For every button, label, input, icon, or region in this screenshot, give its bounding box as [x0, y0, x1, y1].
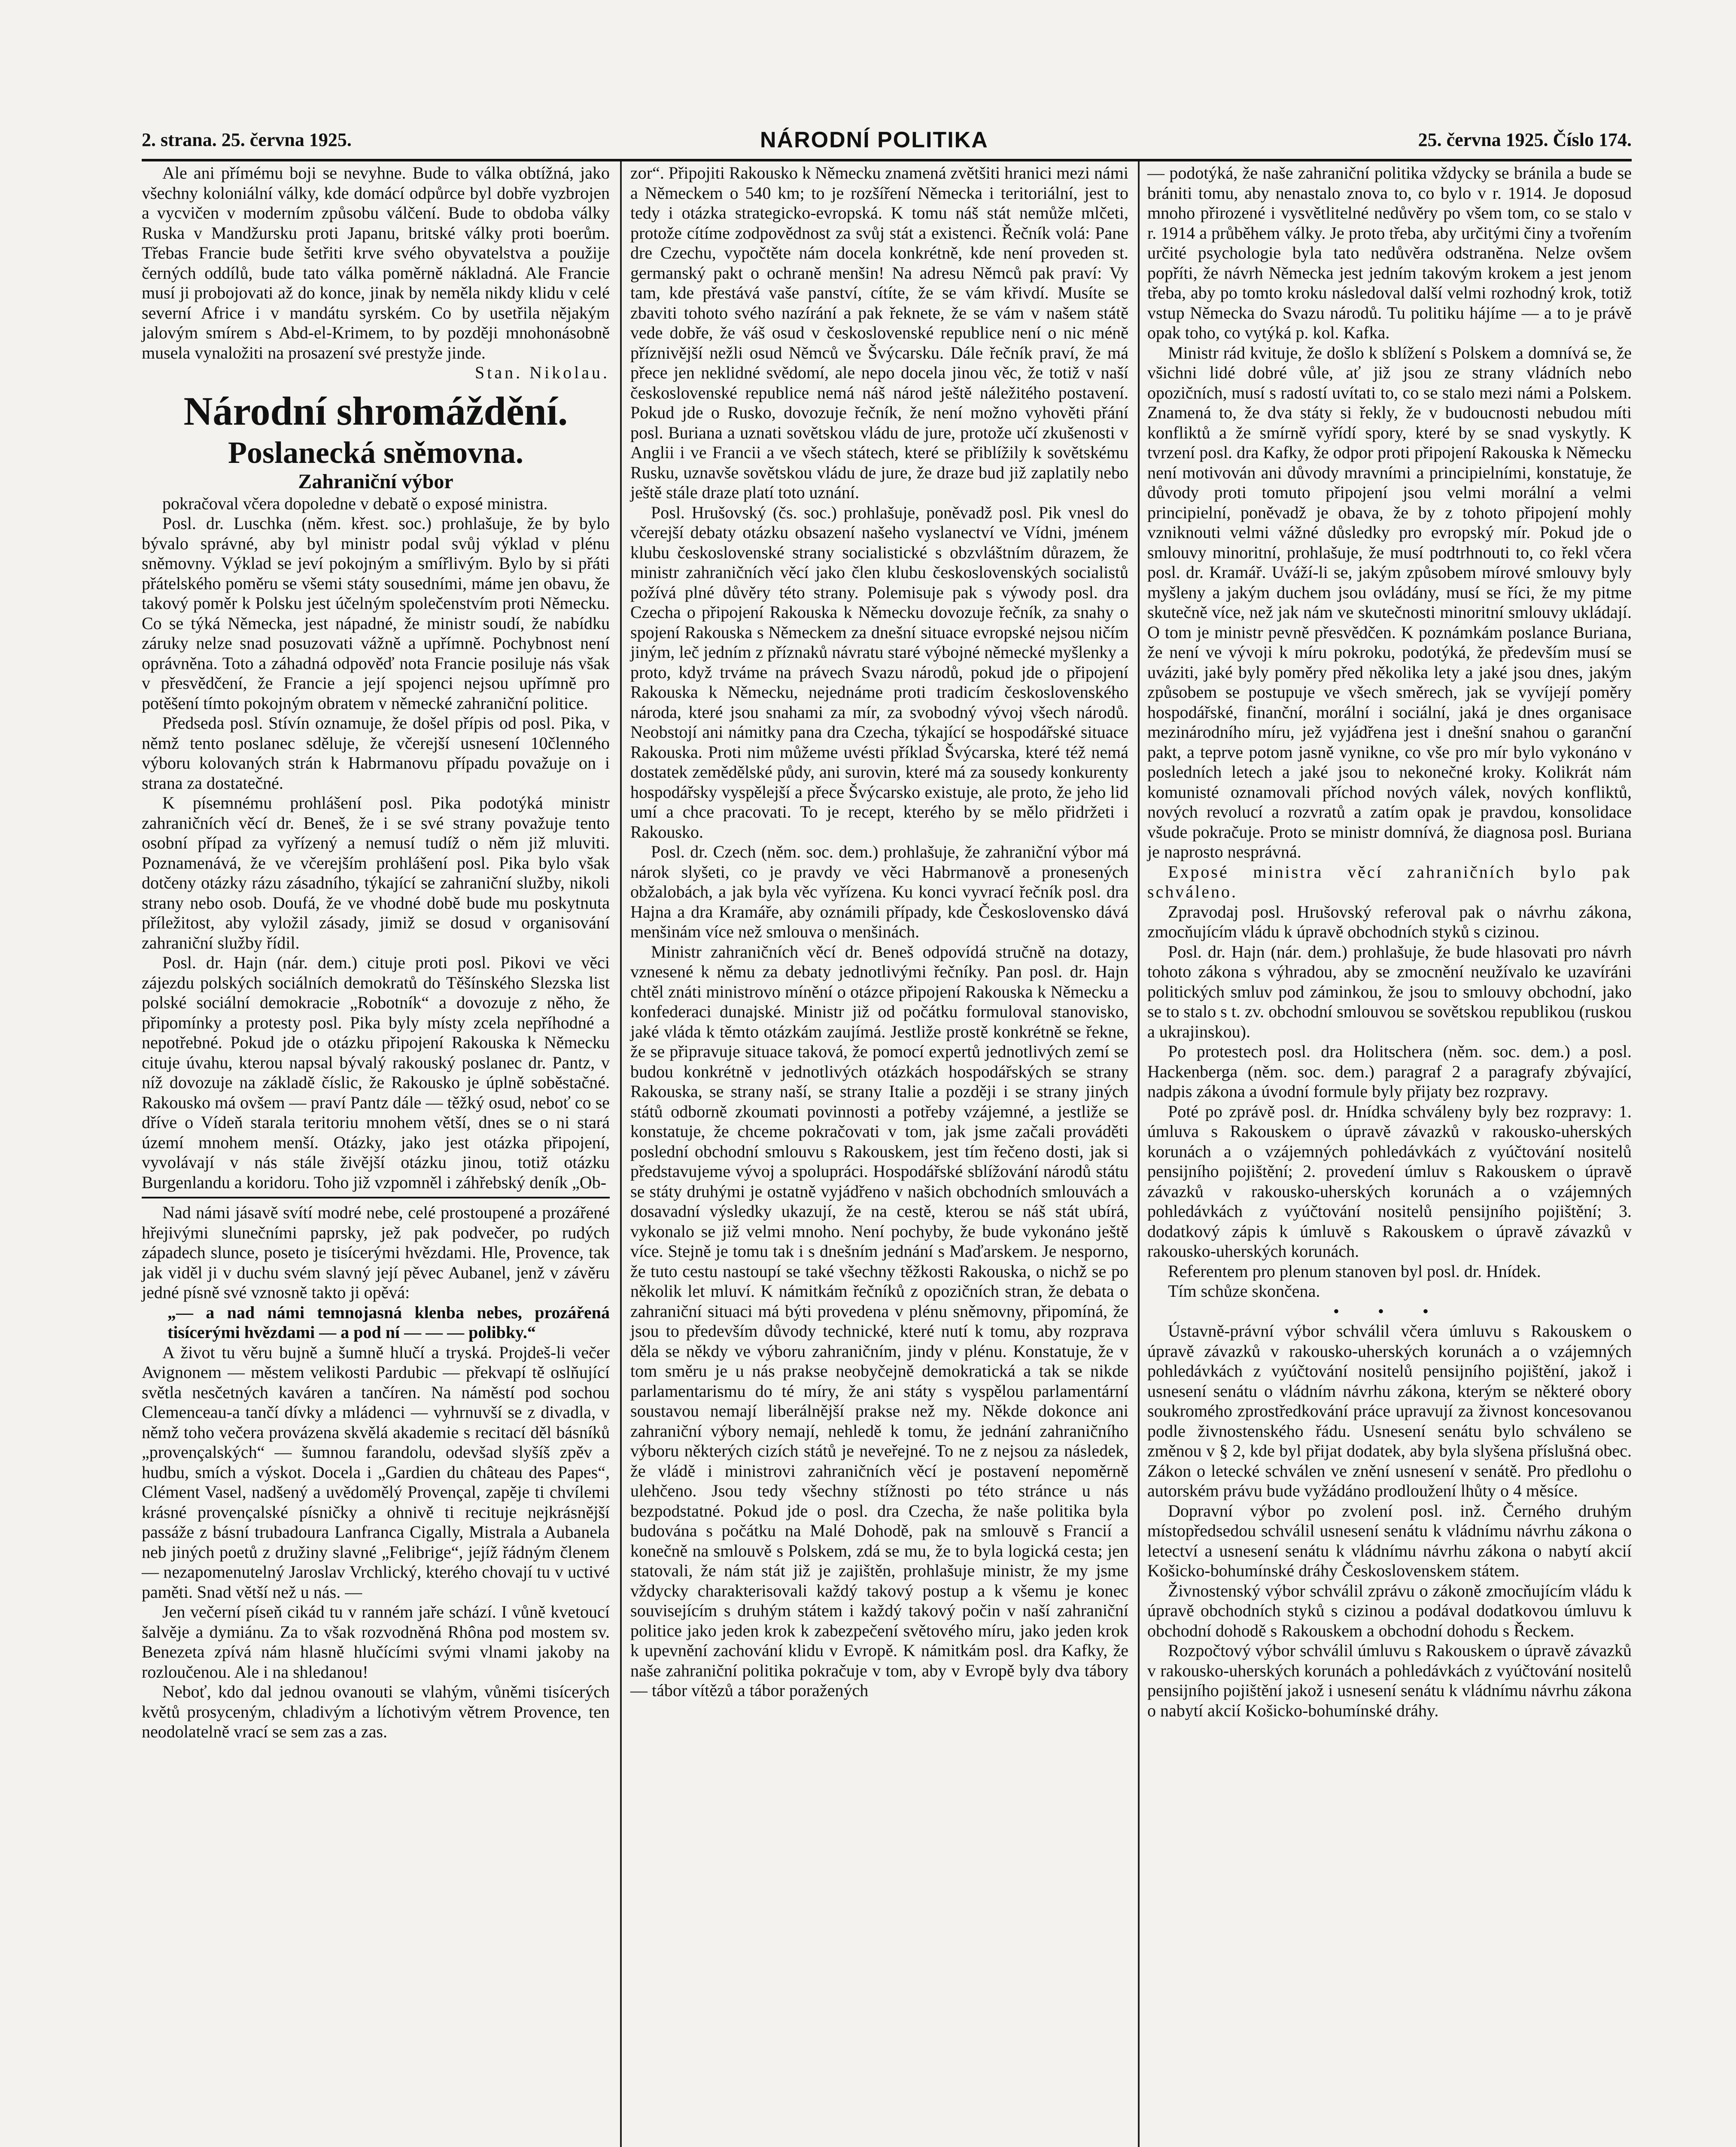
feuilleton-paragraph: Nad námi jásavě svítí modré nebe, celé prostoupené a prozářené hřejivými slunečními paprsky, jež pak podvečer, po rudých západech slunce, poseto je tisícerými hvězdami. Hle, Provence, tak jak viděl ji v duchu svém slavný její pěvec Aubanel, jenž v závěru jedné písně své vznosně takto ji opěvá:	[142, 1203, 610, 1302]
article-paragraph: Posl. Hrušovský (čs. soc.) prohlašuje, poněvadž posl. Pik vnesl do včerejší debaty otázku obsazení našeho vyslanectví ve Vídni, jménem klubu československé strany socialistické s obzvláštním důrazem, že ministr zahraničních věcí jako člen klubu československých socialistů požívá plné důvěry této strany. Polemisuje pak s výwody posl. dra Czecha o připojení Rakouska k Německu dovozuje řečník, za snahy o spojení Rakouska s Německem za dnešní situace evropské nejsou ničím jiným, leč jedním z příznaků návratu staré výbojné německé myšlenky a proto, když trváme na právech Svazu národů, pokud jde o připojení Rakouska k Německu, nejednáme proti tradicím československého národa, které jsou snahami za mír, za svobodný vývoj všech národů. Neobstojí ani námitky pana dra Czecha, týkající se hospodářské situace Rakouska. Proti nim můžeme uvésti příklad Švýcarska, které též nemá dostatek zemědělské půdy, ani surovin, které má za sousedy konkurenty hospodářsky vyspělejší a přece Švýcarsko existuje, ale proto, že jeho lid umí a chce pracovati. To je recept, kterého by se mělo přidržeti i Rakousko.	[630, 502, 1128, 842]
article-paragraph: Poté po zprávě posl. dr. Hnídka schváleny byly bez rozpravy: 1. úmluva s Rakouskem o úpravě závazků v rakousko-uherských korunách a o vzájemných pohledávkách z vyúčtování nositelů pensijního pojištění; 2. provedení úmluv s Rakouskem o úpravě závazků v rakousko-uherských korunách a o vzájemných pohledávkách z vyúčtování nositelů pensijního pojištění; 3. dodatkový zápis k úmluvě s Rakouskem o úpravě závazků v rakousko-uherských korunách.	[1147, 1101, 1632, 1261]
feuilleton-rule	[142, 1197, 610, 1198]
feuilleton-paragraph: Neboť, kdo dal jednou ovanouti se vlahým, vůněmi tisícerých květů prosyceným, chladivým a líchotivým větrem Provence, ten neodolatelně vrací se sem zas a zas.	[142, 1682, 610, 1741]
committee-paragraph: Dopravní výbor po zvolení posl. inž. Černého druhým místopředsedou schválil usnesení senátu k vládnímu návrhu zákona o letectví a usnesení senátu k vládnímu návrhu zákona o nabytí akcií Košicko-bohumínské dráhy Československem státem.	[1147, 1501, 1632, 1580]
article-paragraph: pokračoval včera dopoledne v debatě o exposé ministra.	[162, 493, 548, 513]
issue-date-number: 25. června 1925. Číslo 174.	[1418, 129, 1632, 150]
article-signature: Stan. Nikolau.	[475, 363, 610, 382]
article-paragraph: Ministr rád kvituje, že došlo k sblížení s Polskem a domnívá se, že všichni lidé dobré vůle, ať již jsou ze strany vládních nebo opozičních, musí s radostí uvítati to, co se stalo mezi námi a Polskem. Znamená to, že dva státy si řekly, že v budoucnosti nebudou míti konfliktů a že smírně vyřídí spory, které by se snad vyskytly. K tvrzení posl. dra Kafky, že odpor proti připojení Rakouska k Německu není motivován ani důvody mravními a principielními, konstatuje, že důvody proti tomuto připojení jsou velmi morální a velmi principielní, poněvadž je obava, že by z tohoto připojení mohly vzniknouti velmi vážné důsledky pro evropský mír. Pokud jde o smlouvy minoritní, prohlašuje, že musí podtrhnouti to, co řekl včera posl. dr. Kramář. Uváží-li se, jakým způsobem mírové smlouvy byly myšleny a jakým duchem jsou ovládány, musí se říci, že my pitme skutečně více, než jak nám ve skutečnosti minoritní smlouvy ukládají. O tom je ministr pevně přesvědčen. K poznámkám poslance Buriana, že není ve vývoji k míru pokroku, podotýká, že především musí se uváziti, jaké byly poměry před několika lety a jaké jsou dnes, jakým způsobem se postupuje ve všech směrech, jak se vyvíjejí poměry hospodářské, finanční, morální i sociální, jaká je dnes organisace mezinárodního míru, jež vyjádřena jest i dnešní snahou o garanční pakt, a teprve potom jasně vynikne, co vše pro mír bylo vykonáno v posledních letech a jaké jsou to nekonečné kroky. Kolikrát nám komunisté oznamovali příchod nových válek, nových konfliktů, nových revolucí a rozvratů a zatím opak je pravdou, konsolidace všude pokračuje. Proto se ministr domnívá, že diagnosa posl. Buriana je naprosto nesprávná.	[1147, 343, 1632, 861]
section-title: Národní shromáždění.	[183, 389, 568, 434]
page-header	[142, 127, 1632, 158]
page-number-date: 2. strana. 25. června 1925.	[142, 129, 352, 150]
article-paragraph: zor“. Připojiti Rakousko k Německu znamená zvětšiti hranici mezi námi a Německem o 540 km; to je rozšíření Německa i teritoriální, jest to tedy i otázka strategicko-evropská. K tomu náš stát nemůže mlčeti, protože cítíme zodpovědnost za svůj stát a existenci. Řečník volá: Pane dre Czechu, vypočtěte nám docela konkrétně, kde není proveden st. germanský pakt o ochraně menšin! Na adresu Němců pak praví: Vy tam, kde přestává vaše panství, cítíte, že se vám křivdí. Musíte se zbaviti tohoto svého nazírání a pak řeknete, že se vám v našem státě vede dobře, že váš osud v československé republice není o nic méně příznivější nežli osud Němců ve Švýcarsku. Dále řečník praví, že má přece jen neklidné svědomí, ale nepo docela jinou věc, že totiž v naší československé republice nemá náš národ ještě náležitého postavení. Pokud jde o Rusko, dovozuje řečník, že není možno vyhověti přání posl. Buriana a uznati sovětskou vládu de jure, protože učí zkušenosti v Anglii i ve Francii a ve všech státech, které se přiblížily k sovětskému Rusku, uznavše sovětskou vládu de jure, že draze bud již zaplatily nebo ještě stále draze platí toto uznání.	[630, 163, 1128, 502]
article-paragraph: K písemnému prohlášení posl. Pika podotýká ministr zahraničních věcí dr. Beneš, že i se své strany považuje tento osobní případ za vyřízený a nemusí tudíž o něm již mluviti. Poznamenává, že ve včerejším prohlášení posl. Pika bylo však dotčeny otázky rázu zásadního, týkající se zahraniční služby, nikoli strany nebo osob. Doufá, že ve vhodné době bude mu poskytnuta příležitost, aby vyložil zásady, jimiž se dosud v organisování zahraniční služby řídil.	[142, 793, 610, 952]
article-paragraph: Předseda posl. Stívín oznamuje, že došel přípis od posl. Pika, v němž tento poslanec sděluje, že včerejší usnesení 10členného výboru kolovaných strán k Habrmanovu případu považuje on i strana za dostatečné.	[142, 713, 610, 793]
article-paragraph: Posl. dr. Czech (něm. soc. dem.) prohlašuje, že zahraniční výbor má nárok slyšeti, co je pravdy ve věci Habrmanově a pronesených obžalobách, a jak byla věc vyřízena. Ku konci vyvrací řečník posl. dra Hajna a dra Kramáře, aby oznámili případy, kde Československo dává menšinám více než smlouva o menšinách.	[630, 842, 1128, 941]
column-2	[630, 163, 1128, 1701]
feuilleton-paragraph: Jen večerní píseň cikád tu v ranném jaře schází. I vůně kvetoucí šalvěje a dymiánu. Za to však rozvodněná Rhôna pod mostem sv. Benezeta zpívá nám hlasně hlučícími svými vlnami jakoby na rozloučenou. Ale i na shledanou!	[142, 1602, 610, 1682]
header-rule	[142, 159, 1632, 161]
column-1	[142, 163, 610, 1742]
newspaper-title: NÁRODNÍ POLITIKA	[760, 128, 988, 152]
column-divider-1	[620, 161, 622, 2147]
committee-paragraph: Ústavně-právní výbor schválil včera úmluvu s Rakouskem o úpravě závazků v rakousko-uherských korunách a o vzájemných pohledávkách z vyúčtování nositelů pensijního pojištění, jakož i usnesení senátu o vládním návrhu zákona, kterým se některé obory soukromého zprostředkování práce upravují za živnost koncesovanou podle živnostenského řádu. Usnesení senátu bylo schváleno se změnou v § 2, kde byl přijat dodatek, aby byla slyšena příslušná obec. Zákon o letecké schválen ve znění usnesení v senátě. Pro předlohu o autorském právu bude vyžádáno prodloužení lhůty o 4 měsíce.	[1147, 1321, 1632, 1500]
article-paragraph: Ale ani přímému boji se nevyhne. Bude to válka obtížná, jako všechny koloniální války, kde domácí odpůrce byl dobře vyzbrojen a vycvičen v moderním způsobu válčení. Bude to obdoba války Ruska v Mandžursku proti Japanu, britské války proti boerům. Třebas Francie bude šetřiti krve svého obyvatelstva a použije černých oddílů, bude tato válka poměrně nákladná. Ale Francie musí ji probojovati až do konce, jinak by neměla nikdy klidu v celé severní Africe i v mandátu syrském. Co by usetřila nějakým jalovým smírem s Abd-el-Krimem, to by později mnohonásobně musela vynaložiti na prosazení své prestyže jinde.	[142, 163, 610, 362]
section-subhead: Zahraniční výbor	[298, 470, 453, 493]
feuilleton-verse: „— a nad námi temnojasná klenba nebes, prozářená tisícerými hvězdami — a pod ní — — — polibky.“	[167, 1302, 610, 1342]
article-paragraph: Posl. dr. Hajn (nár. dem.) cituje proti posl. Pikovi ve věci zájezdu polských sociálních demokratů do Těšínského Slezska list polské sociální demokracie „Robotník“ a dovozuje z něho, že připomínky a protesty posl. Pika byly místy zcela nepříhodné a nepotřebné. Pokud jde o otázku připojení Rakouska k Německu cituje úvahu, kterou napsal bývalý rakouský poslanec dr. Pantz, v níž dovozuje na základě číslic, že Rakousko je úplně soběstačné. Rakousko má ovšem — praví Pantz dále — těžký osud, neboť co se dříve o Vídeň starala teritoriu mnohem větší, dnes se o ni stará území mnohem menší. Otázky, jako jest otázka připojení, vyvolávají v nás stále živější otázku jinou, totiž otázku Burgenlandu a koridoru. Toho již vzpomněl i záhřebský deník „Ob-	[142, 953, 610, 1192]
article-paragraph: Referentem pro plenum stanoven byl posl. dr. Hnídek.	[1168, 1261, 1541, 1281]
feuilleton-paragraph: A život tu věru bujně a šumně hlučí a tryská. Projdeš-li večer Avignonem — městem velikosti Pardubic — překvapí tě oslňující světla nesčetných kaváren a tančíren. Na náměstí pod sochou Clemenceau-a tančí dívky a mládenci — vyhrnuvší se z divadla, v němž toho večera provázena skvělá akademie s recitací děl básníků „provençalských“ — šumnou farandolu, odevšad slyšíš zpěv a hudbu, smích a výskot. Docela i „Gardien du château des Papes“, Clément Vasel, nadšený a uvědomělý Provençal, zapěje ti chvílemi krásné provençalské písničky a ohnivě ti recituje nejkrásnější passáže z básní trubadoura Lanfranca Cigally, Mistrala a Aubanela neb jiných poetů z družiny slavné „Felibrige“, jejíž řádným členem — nezapomenutelný Jaroslav Vrchlický, kterého chovají tu v uctivé paměti. Snad větší než u nás. —	[142, 1342, 610, 1602]
article-paragraph: Tím schůze skončena.	[1168, 1281, 1320, 1301]
column-3	[1147, 163, 1632, 1721]
article-paragraph: Ministr zahraničních věcí dr. Beneš odpovídá stručně na dotazy, vznesené k němu za debaty jednotlivými řečníky. Pan posl. dr. Hajn chtěl znáti ministrovo mínění o otázce připojení Rakouska k Německu a konfederaci dunajské. Ministr již od počátku formuloval stanovisko, jaké vláda k těmto otázkám zaujímá. Jestliže prostě konkrétně se řekne, že se připravuje situace taková, že pomocí expertů jednotlivých zemí se budou konkrétně v jednotlivých otázkách hospodářských se strany Rakouska, se strany naší, se strany Italie a později i se strany jiných států odborně zkoumati povinnosti a potřeby vzájemné, a jestliže se konstatuje, že chceme pokračovati v tom, jak jsme začali prováděti poslední obchodní smlouvu s Rakouskem, jest tím řečeno dosti, jak si představujeme vývoj a spolupráci. Hospodářské sblížování národů státu se státy druhými je ostatně vyjádřeno v našich obchodních smlouvách a dosavadní výsledky ukazují, že na cestě, kterou se náš stát ubírá, vykonalo se již velmi mnoho. Není pochyby, že bude vykonáno ještě více. Stejně je tomu tak i s dnešním jednání s Maďarskem. Je nesporno, že tuto cestu nastoupí se také všechny těžkosti Rakouska, o nichž se po několik let mluví. K námitkám řečníků z opozičních stran, že debata o zahraniční situaci má býti provedena v plénu sněmovny, připomíná, že jsou to především důvody technické, které nutí k tomu, aby rozprava děla se někdy ve výboru zahraničním, jindy v plénu. Konstatuje, že v tom směru je u nás prakse neobyčejně demokratická a tak se nikde parlamentarismu do té míry, že ani státy s vyspělou parlamentární soustavou nemají liberálnější prakse než my. Někde dokonce ani zahraniční výbory nemají, nehledě k tomu, že jednání zahraničního výboru některých cizích států je neveřejné. To ne z nejsou za následek, že vládě i ministrovi zahraničních věcí je postavení nepoměrně ulehčeno. Jsou tedy všechny stížnosti po této stránce u nás bezpodstatné. Pokud jde o posl. dra Czecha, že naše politika byla budována s počátku na Malé Dohodě, pak na smlouvě s Francií a konečně na smlouvě s Polskem, zdá se mu, že to byla logická cesta; jen statovali, že nám stát již je zajištěn, prohlašuje ministr, že my jsme vždycky charakterisovali každý takový postup a k všemu je konec souvisejícím s druhým státem i každý takový počin v naší zahraniční politice jako jeden krok k zabezpečení světového míru, jako jeden krok k upevnění zachování klidu v Evropě. K námitkám posl. dra Kafky, že naše zahraniční politika pokračuje v tom, aby v Evropě byly dva tábory — tábor vítězů a tábor poražených	[630, 942, 1128, 1700]
article-paragraph: Zpravodaj posl. Hrušovský referoval pak o návrhu zákona, zmocňujícím vládu k úpravě obchodních styků s cizinou.	[1147, 902, 1632, 941]
article-paragraph: Posl. dr. Hajn (nár. dem.) prohlašuje, že bude hlasovati pro návrh tohoto zákona s výhradou, aby se zmocnění neužívalo ke uzavíráni politických smluv pod záminkou, že jsou to smlouvy obchodní, jako se to stalo s t. zv. obchodní smlouvou se sovětskou republikou (ruskou a ukrajinskou).	[1147, 942, 1632, 1041]
separator-stars: • • •	[1333, 1301, 1446, 1321]
article-paragraph: Exposé ministra věcí zahraničních bylo pak schváleno.	[1147, 862, 1632, 901]
article-paragraph: Posl. dr. Luschka (něm. křest. soc.) prohlašuje, že by bylo bývalo správné, aby byl ministr podal svůj výklad v plénu sněmovny. Výklad se jeví pokojným a smířlivým. Bylo by si přáti přátelského poměru se všemi státy sousedními, máme jen obavu, že takový poměr k Polsku jest účelným společenstvím proti Německu. Co se týká Německa, jest nápadné, že ministr soudí, že nabídku záruky nelze snad posuzovati vážně a upřímně. Pochybnost není oprávněna. Toto a záhadná odpověď nota Francie posiluje nás však v přesvědčení, že Francie a její spojenci nejsou upřímně pro potěšení tímto pokojným obratem v německé zahraniční politice.	[142, 514, 610, 713]
column-divider-2	[1138, 161, 1140, 2147]
article-paragraph: Po protestech posl. dra Holitschera (něm. soc. dem.) a posl. Hackenberga (něm. soc. dem.) paragraf 2 a paragrafy zbývající, nadpis zákona a úvodní formule byly přijaty bez rozpravy.	[1147, 1042, 1632, 1101]
article-paragraph: — podotýká, že naše zahraniční politika vždycky se bránila a bude se brániti tomu, aby nenastalo znova to, co bylo v r. 1914. Je doposud mnoho přirozené i vysvětlitelné nedůvěry po všem tom, co se stalo v r. 1914 a průběhem války. Je proto třeba, aby určitými činy a tvořením určité psychologie byla tato nedůvěra odstraněna. Nelze ovšem popříti, že návrh Německa jest jedním takovým krokem a jest jenom třeba, aby po tomto kroku následoval další velmi rozhodný krok, totiž vstup Německa do Svazu národů. Tu politiku hájíme — a to je právě opak toho, co vytýká p. kol. Kafka.	[1147, 163, 1632, 342]
committee-paragraph: Živnostenský výbor schválil zprávu o zákoně zmocňujícím vládu k úpravě obchodních styků s cizinou a podával dodatkovou úmluvu k obchodní dohodě s Rakouskem a obchodní dohodu s Řeckem.	[1147, 1581, 1632, 1640]
section-subtitle: Poslanecká sněmovna.	[228, 435, 524, 470]
committee-paragraph: Rozpočtový výbor schválil úmluvu s Rakouskem o úpravě závazků v rakousko-uherských korunách a pohledávkách z vyúčtování nositelů pensijního pojištění jakož i usnesení senátu k vládnímu návrhu zákona o nabytí akcií Košicko-bohumínské dráhy.	[1147, 1641, 1632, 1720]
